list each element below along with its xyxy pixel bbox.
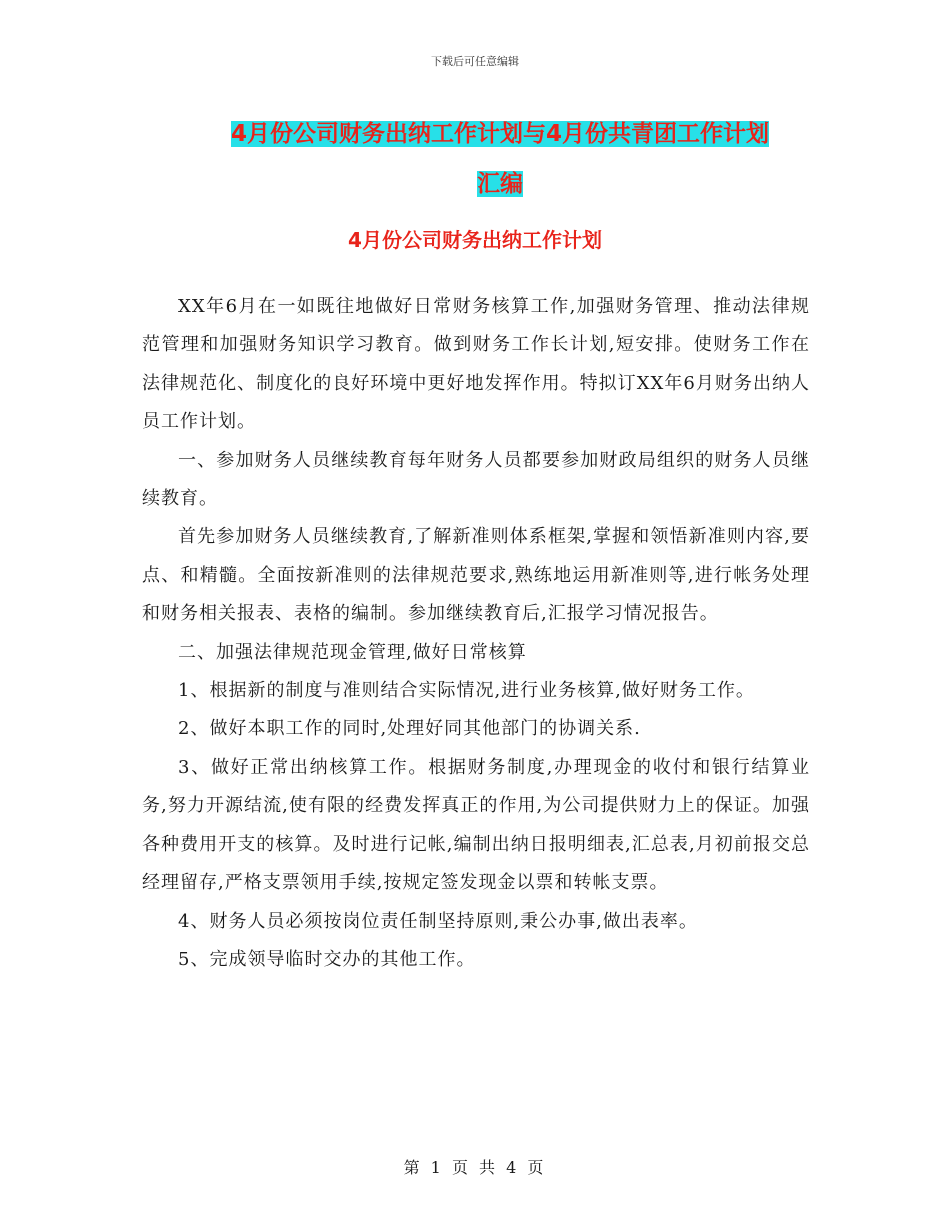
paragraph: 首先参加财务人员继续教育,了解新准则体系框架,掌握和领悟新准则内容,要点、和精髓。全面按新准则的法律规范要求,熟练地运用新准则等,进行帐务处理和财务相关报表、表格的编制。参加继续教育后,汇报学习情况报告。 xyxy=(142,526,810,625)
paragraph: 2、做好本职工作的同时,处理好同其他部门的协调关系. xyxy=(178,718,641,740)
paragraph: 5、完成领导临时交办的其他工作。 xyxy=(178,948,476,970)
document-title xyxy=(130,110,870,210)
body-text xyxy=(142,288,810,979)
paragraph: 1、根据新的制度与准则结合实际情况,进行业务核算,做好财务工作。 xyxy=(178,680,755,702)
page-number: 第 1 页 共 4 页 xyxy=(403,1158,547,1177)
paragraph: XX年6月在一如既往地做好日常财务核算工作,加强财务管理、推动法律规范管理和加强财务知识学习教育。做到财务工作长计划,短安排。使财务工作在法律规范化、制度化的良好环境中更好地发挥作用。特拟订XX年6月财务出纳人员工作计划。 xyxy=(142,296,810,433)
paragraph: 二、加强法律规范现金管理,做好日常核算 xyxy=(178,641,527,663)
section-title: 4月份公司财务出纳工作计划 xyxy=(348,228,602,252)
paragraph: 4、财务人员必须按岗位责任制坚持原则,秉公办事,做出表率。 xyxy=(178,910,698,932)
document-title-line-1: 4月份公司财务出纳工作计划与4月份共青团工作计划 xyxy=(230,121,769,147)
paragraph: 3、做好正常出纳核算工作。根据财务制度,办理现金的收付和银行结算业务,努力开源结流,使有限的经费发挥真正的作用,为公司提供财力上的保证。加强各种费用开支的核算。及时进行记帐,编制出纳日报明细表,汇总表,月初前报交总经理留存,严格支票领用手续,按规定签发现金以票和转帐支票。 xyxy=(142,756,810,894)
header-note: 下载后可任意编辑 xyxy=(431,55,519,68)
document-title-line-2: 汇编 xyxy=(477,171,523,197)
paragraph: 一、参加财务人员继续教育每年财务人员都要参加财政局组织的财务人员继续教育。 xyxy=(142,449,810,510)
